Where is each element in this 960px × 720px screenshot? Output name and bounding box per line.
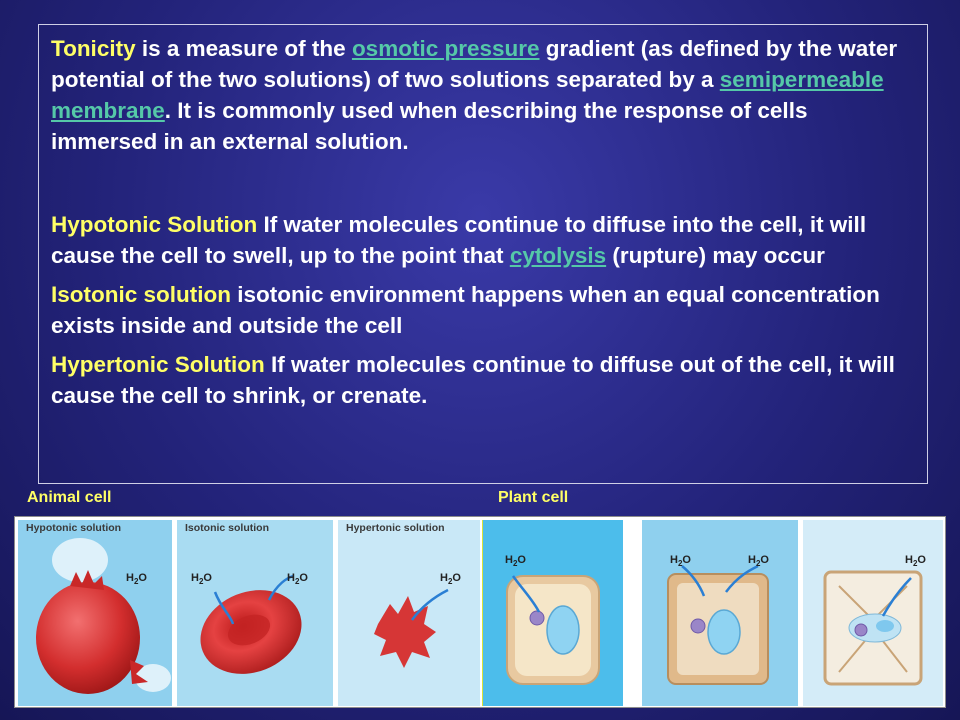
panel-animal-isotonic: [177, 520, 333, 706]
panel-title-isotonic: Isotonic solution: [185, 522, 269, 534]
tonicity-paragraph: Tonicity is a measure of the osmotic pressure gradient (as defined by the water potential of the two solutions) of two solutions separated by a semipermeable membrane. It is commonly used when describing the response of cells immersed in an external solution.: [51, 36, 898, 154]
h2o-label: $H_2O$: [440, 572, 461, 587]
panel-plant-hypotonic: [482, 520, 623, 706]
plant-cell-caption: Plant cell: [498, 489, 569, 506]
panel-plant-hypertonic: [803, 520, 943, 706]
flaccid-plant-cell-image: [642, 520, 798, 706]
panel-plant-isotonic: [642, 520, 798, 706]
link-osmotic-pressure[interactable]: osmotic pressure: [351, 36, 540, 61]
link-cytolysis[interactable]: cytolysis: [509, 243, 607, 268]
term-hypertonic: Hypertonic Solution: [51, 352, 265, 377]
shrunken-red-cell-image: [338, 520, 480, 706]
term-hypotonic: Hypotonic Solution: [51, 212, 258, 237]
plasmolyzed-plant-cell-image: [803, 520, 943, 706]
panel-animal-hypertonic: [338, 520, 480, 706]
cell-illustration-strip: [14, 516, 946, 708]
h2o-label: $H_2O$: [505, 554, 526, 569]
panel-title-hypertonic: Hypertonic solution: [346, 522, 445, 534]
h2o-label: $H_2O$: [191, 572, 212, 587]
definition-text-box: [38, 24, 928, 484]
h2o-label: $H_2O$: [287, 572, 308, 587]
h2o-label: $H_2O$: [748, 554, 769, 569]
h2o-label: $H_2O$: [670, 554, 691, 569]
h2o-label: $H_2O$: [905, 554, 926, 569]
h2o-label: $H_2O$: [126, 572, 147, 587]
link-semipermeable-membrane[interactable]: semipermeable membrane: [51, 67, 884, 123]
term-tonicity: Tonicity: [51, 36, 136, 61]
turgid-plant-cell-image: [483, 520, 623, 706]
swollen-red-cell-image: [18, 520, 172, 706]
panel-title-hypotonic: Hypotonic solution: [26, 522, 122, 534]
panel-animal-hypotonic: [18, 520, 172, 706]
hypotonic-paragraph: Hypotonic Solution If water molecules continue to diffuse into the cell, it will cause the cell to swell, up to the point that cytolysis (rupture) may occur: [51, 212, 867, 268]
term-isotonic: Isotonic solution: [51, 282, 231, 307]
isotonic-paragraph: Isotonic solution isotonic environment happens when an equal concentration exists inside and outside the cell: [51, 282, 880, 338]
hypertonic-paragraph: Hypertonic Solution If water molecules continue to diffuse out of the cell, it will cause the cell to shrink, or crenate.: [51, 352, 895, 408]
normal-red-cell-image: [177, 520, 333, 706]
animal-cell-caption: Animal cell: [27, 489, 112, 506]
